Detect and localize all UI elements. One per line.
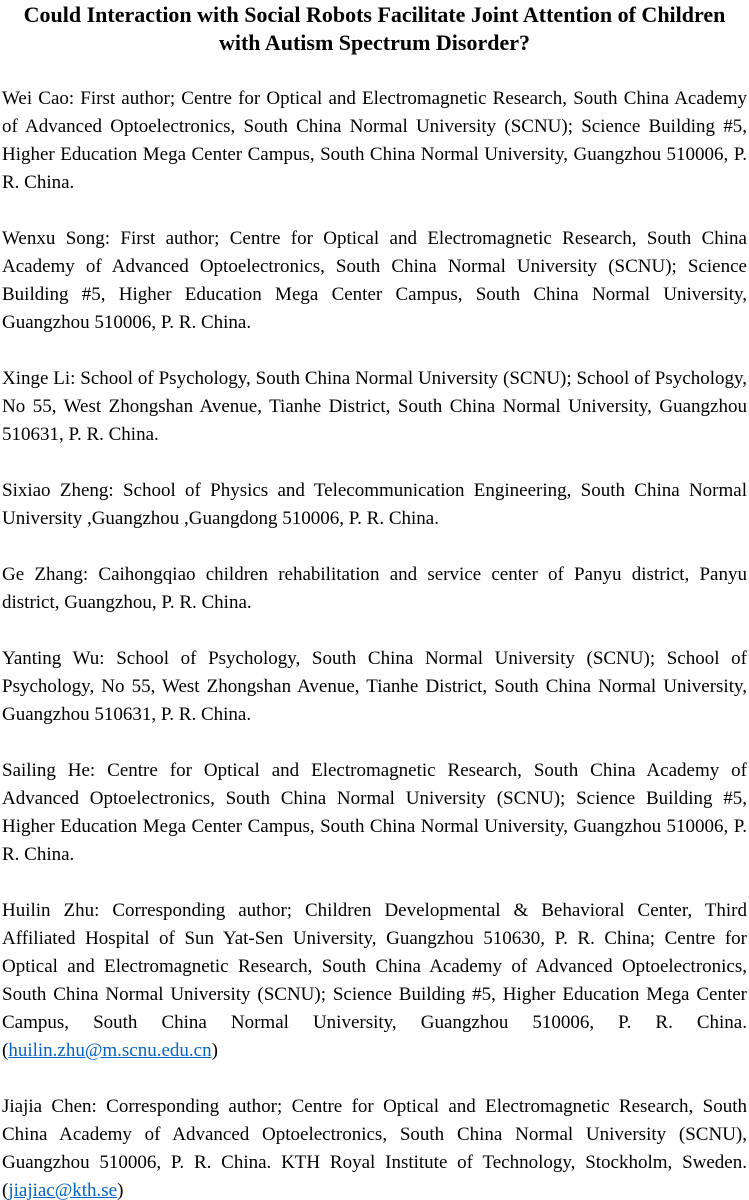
author-affiliation-yanting-wu: [2, 645, 747, 729]
paper-title: Could Interaction with Social Robots Facilitate Joint Attention of Children with Autism Spectrum Disorder?: [23, 2, 726, 55]
author-affiliation-xinge-li: [2, 365, 747, 449]
author-affiliation-sixiao-zheng: [2, 477, 747, 533]
author-affiliation-ge-zhang: [2, 561, 747, 617]
affiliation-text-after: ): [117, 1180, 124, 1200]
affiliation-text: Jiajia Chen: Corresponding author; Centre for Optical and Electromagnetic Research, South China Academy of Advanced Optoelectronics, South China Normal University (SCNU), Guangzhou 510006, P. R. China. KTH Royal Institute of Technology, Stockholm, Sweden. (: [2, 1096, 747, 1200]
affiliation-text: Sixiao Zheng: School of Physics and Telecommunication Engineering, South China Normal University ,Guangzhou ,Guangdong 510006, P. R. China.: [2, 480, 747, 529]
author-affiliation-huilin-zhu: [2, 897, 747, 1065]
author-affiliation-wei-cao: [2, 85, 747, 197]
email-link-huilin-zhu[interactable]: huilin.zhu@m.scnu.edu.cn: [8, 1040, 212, 1061]
author-affiliation-wenxu-song: [2, 225, 747, 337]
affiliation-text: Xinge Li: School of Psychology, South China Normal University (SCNU); School of Psychology, No 55, West Zhongshan Avenue, Tianhe District, South China Normal University, Guangzhou 510631, P. R. China.: [2, 368, 747, 445]
affiliation-text: Wei Cao: First author; Centre for Optical and Electromagnetic Research, South China Academy of Advanced Optoelectronics, South China Normal University (SCNU); Science Building #5, Higher Education Mega Center Campus, South China Normal University, Guangzhou 510006, P. R. China.: [2, 88, 747, 193]
affiliation-text: Wenxu Song: First author; Centre for Optical and Electromagnetic Research, South China Academy of Advanced Optoelectronics, South China Normal University (SCNU); Science Building #5, Higher Education Mega Center Campus, South China Normal University, Guangzhou 510006, P. R. China.: [2, 228, 747, 333]
affiliation-text: Ge Zhang: Caihongqiao children rehabilitation and service center of Panyu district, Panyu district, Guangzhou, P. R. China.: [2, 564, 747, 613]
affiliation-text: Yanting Wu: School of Psychology, South China Normal University (SCNU); School of Psychology, No 55, West Zhongshan Avenue, Tianhe District, South China Normal University, Guangzhou 510631, P. R. China.: [2, 648, 747, 725]
affiliation-text: Sailing He: Centre for Optical and Electromagnetic Research, South China Academy of Advanced Optoelectronics, South China Normal University (SCNU); Science Building #5, Higher Education Mega Center Campus, South China Normal University, Guangzhou 510006, P. R. China.: [2, 760, 747, 865]
email-link-jiajia-chen[interactable]: jiajiac@kth.se: [8, 1180, 118, 1200]
author-affiliation-jiajia-chen: [2, 1093, 747, 1200]
author-affiliation-sailing-he: [2, 757, 747, 869]
affiliation-text-after: ): [211, 1040, 218, 1061]
affiliation-text: Huilin Zhu: Corresponding author; Children Developmental & Behavioral Center, Third Affiliated Hospital of Sun Yat-Sen University, Guangzhou 510630, P. R. China; Centre for Optical and Electromagnetic Research, South China Academy of Advanced Optoelectronics, South China Normal University (SCNU); Science Building #5, Higher Education Mega Center Campus, South China Normal University, Guangzhou 510006, P. R. China. (: [2, 900, 747, 1061]
